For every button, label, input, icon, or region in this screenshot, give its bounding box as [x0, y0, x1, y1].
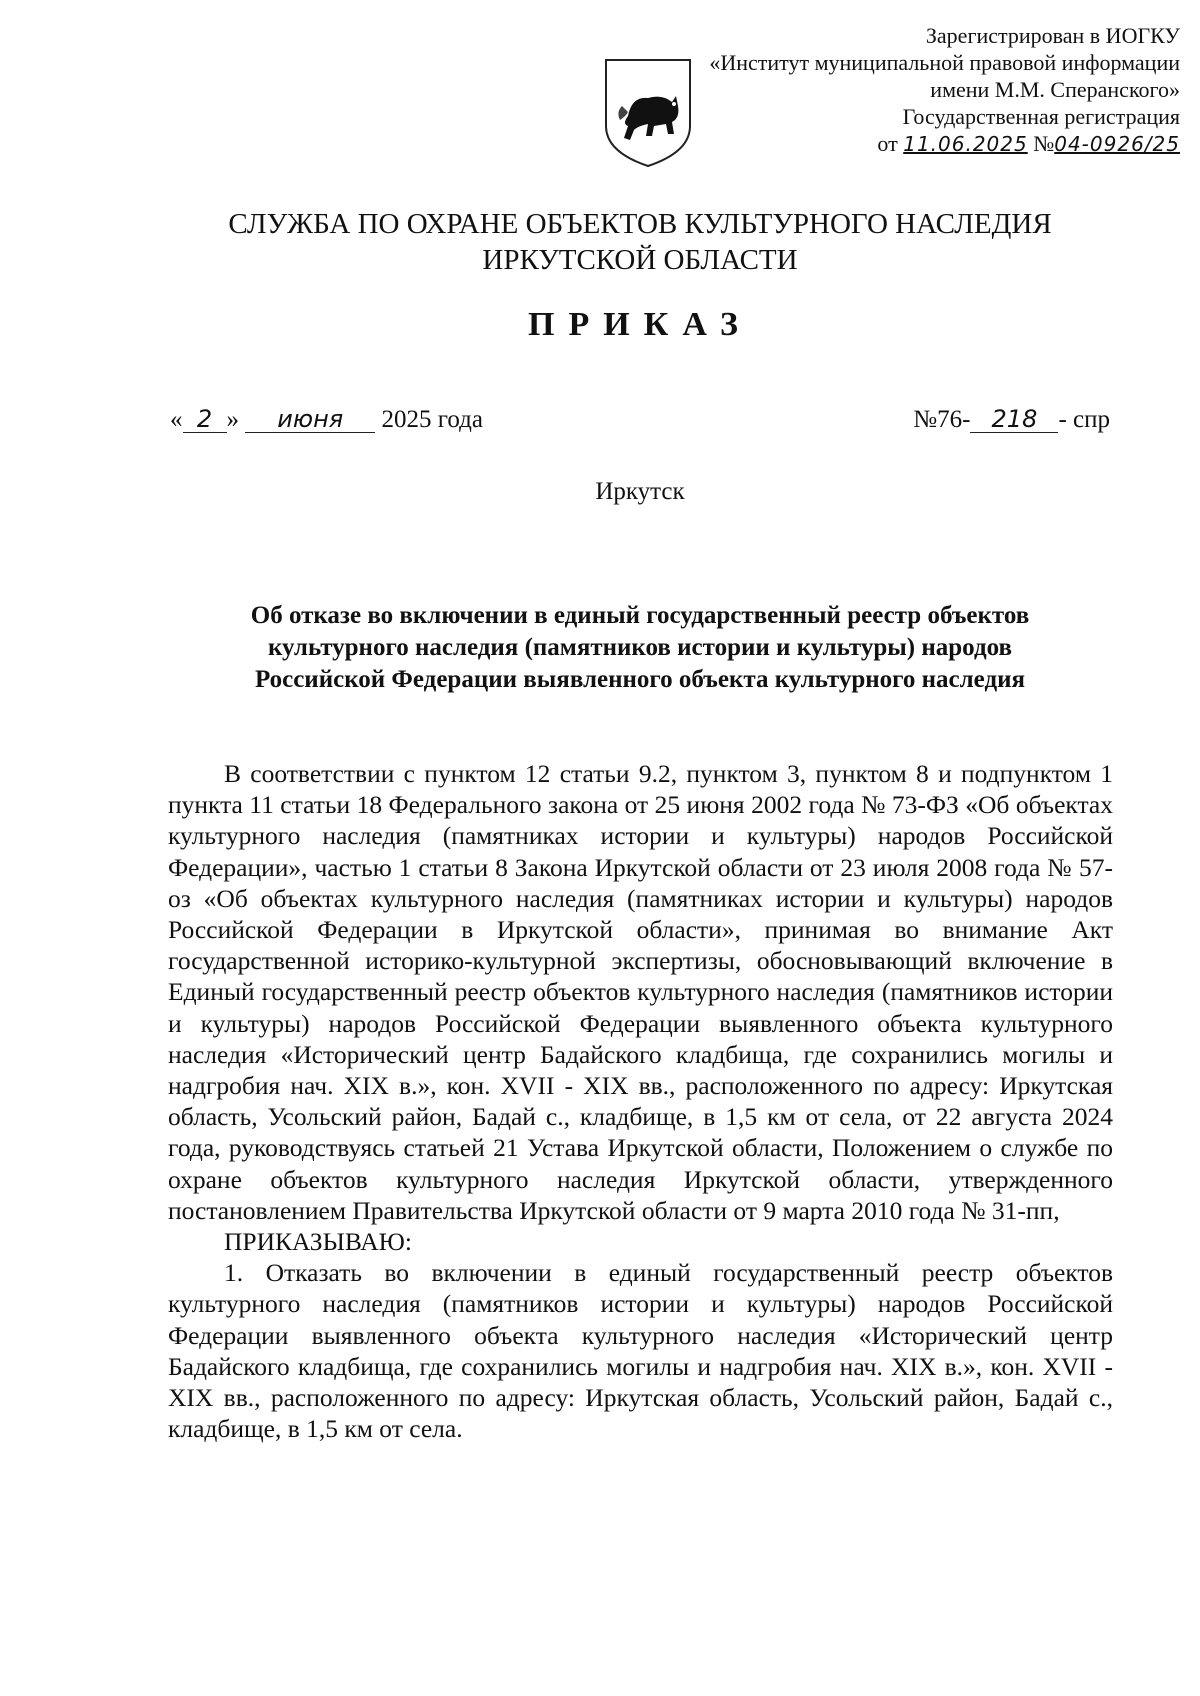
order-number	[913, 406, 1110, 434]
order-month: июня	[245, 406, 375, 433]
order-day: 2	[183, 406, 227, 433]
order-body	[168, 758, 1113, 1444]
order-number-prefix: №76-	[913, 406, 971, 433]
order-date	[170, 406, 483, 434]
coat-of-arms-icon	[602, 56, 694, 170]
order-item-1: 1. Отказать во включении в единый государственный реестр объектов культурного наследия (памятников истории и культуры) народов Российской Федерации выявленного объекта культурного наследия «Исторический центр Бадайского кладбища, где сохранились могилы и надгробия нач. XIX в.», кон. XVII - XIX вв., расположенного по адресу: Иркутская область, Усольский район, Бадай с., кладбище, в 1,5 км от села.	[168, 1258, 1113, 1444]
order-number-value: 218	[970, 406, 1058, 433]
registration-number-label: №	[1033, 131, 1055, 156]
order-directive-word: ПРИКАЗЫВАЮ:	[224, 1227, 412, 1257]
registration-date: 11.06.2025	[903, 132, 1028, 156]
order-subject	[170, 600, 1110, 696]
order-city: Иркутск	[595, 478, 685, 505]
registration-stamp	[660, 22, 1180, 158]
subject-line-3: Российской Федерации выявленного объекта культурного наследия	[254, 666, 1026, 693]
registration-line-1: Зарегистрирован в ИОГКУ	[925, 23, 1180, 48]
agency-line-2: ИРКУТСКОЙ ОБЛАСТИ	[482, 244, 798, 276]
registration-line-3: имени М.М. Сперанского»	[930, 77, 1180, 102]
order-number-suffix: - спр	[1058, 406, 1110, 433]
date-quote-open: «	[170, 406, 183, 433]
subject-line-2: культурного наследия (памятников истории и культуры) народов	[267, 634, 1012, 661]
order-year: 2025 года	[381, 406, 483, 433]
registration-line-2: «Институт муниципальной правовой информации	[709, 50, 1180, 75]
registration-line-5	[660, 130, 1180, 158]
agency-line-1: СЛУЖБА ПО ОХРАНЕ ОБЪЕКТОВ КУЛЬТУРНОГО НАСЛЕДИЯ	[228, 208, 1052, 240]
preamble-paragraph: В соответствии с пунктом 12 статьи 9.2, пунктом 3, пунктом 8 и подпунктом 1 пункта 11 статьи 18 Федерального закона от 25 июня 2002 года № 73-ФЗ «Об объектах культурного наследия (памятниках истории и культуры) народов Российской Федерации», частью 1 статьи 8 Закона Иркутской области от 23 июля 2008 года № 57-оз «Об объектах культурного наследия (памятниках истории и культуры) народов Российской Федерации в Иркутской области», принимая во внимание Акт государственной историко-культурной экспертизы, обосновывающий включение в Единый государственный реестр объектов культурного наследия (памятников истории и культуры) народов Российской Федерации выявленного объекта культурного наследия «Исторический центр Бадайского кладбища, где сохранились могилы и надгробия нач. XIX в.», кон. XVII - XIX вв., расположенного по адресу: Иркутская область, Усольский район, Бадай с., кладбище, в 1,5 км от села, от 22 августа 2024 года, руководствуясь статьей 21 Устава Иркутской области, Положением о службе по охране объектов культурного наследия Иркутской области, утвержденного постановлением Правительства Иркутской области от 9 марта 2010 года № 31-пп,	[168, 759, 1113, 1225]
subject-line-1: Об отказе во включении в единый государственный реестр объектов	[250, 602, 1030, 629]
registration-from-label: от	[877, 131, 898, 156]
date-quote-close: »	[226, 406, 239, 433]
agency-name	[190, 206, 1090, 278]
registration-line-4: Государственная регистрация	[902, 104, 1180, 129]
document-type-title: ПРИКАЗ	[528, 306, 752, 343]
registration-number: 04-0926/25	[1054, 132, 1180, 156]
